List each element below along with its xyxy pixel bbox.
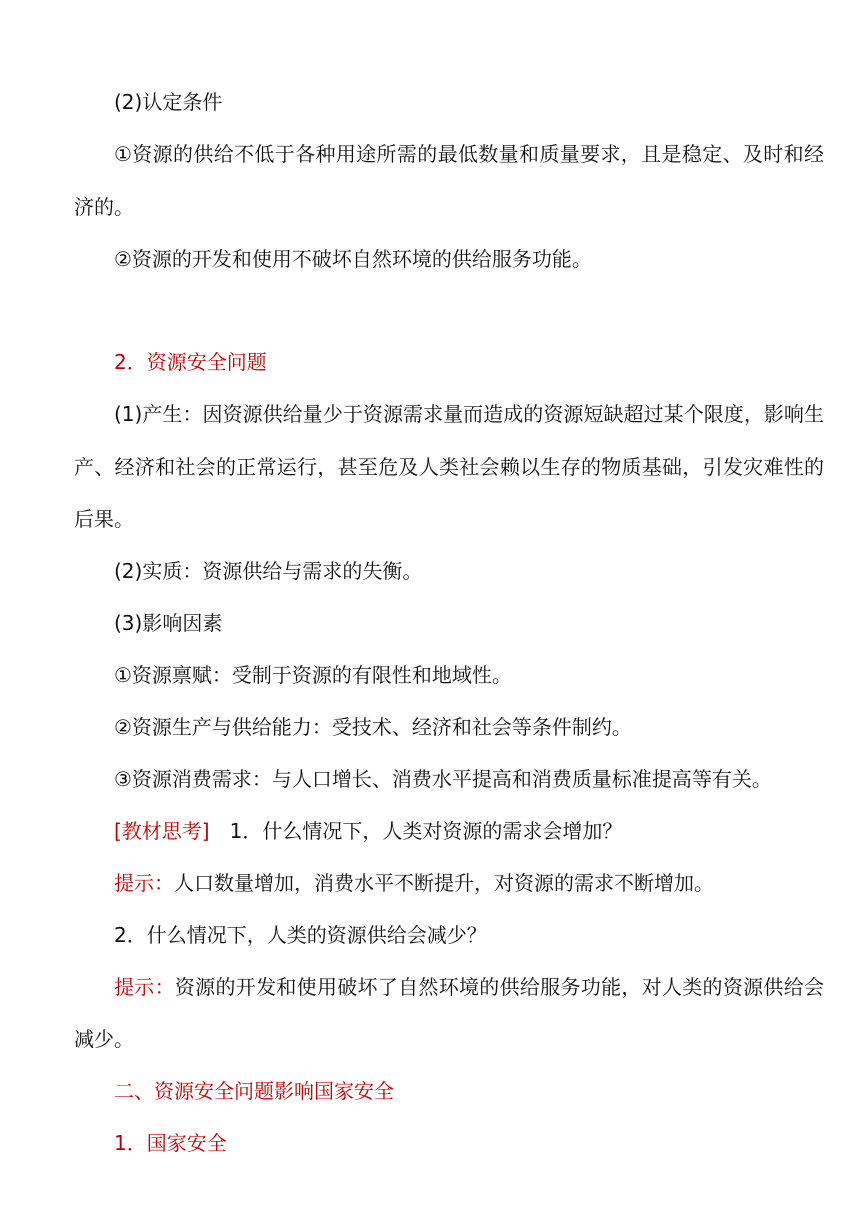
hint-label: 提示：: [114, 871, 174, 895]
hint-1: [114, 869, 824, 897]
paragraph-origin-line-2: 产、经济和社会的正常运行，甚至危及人类社会赖以生存的物质基础，引发灾难性的: [74, 455, 824, 479]
paragraph-factor-1: ①资源禀赋：受制于资源的有限性和地域性。: [114, 663, 512, 687]
paragraph-origin-line-3: 后果。: [74, 507, 134, 531]
paragraph-factor-3: ③资源消费需求：与人口增长、消费水平提高和消费质量标准提高等有关。: [114, 767, 772, 791]
section-heading-recognition-conditions: (2)认定条件: [114, 90, 223, 114]
paragraph-condition-1-line-2: 济的。: [74, 195, 134, 219]
paragraph-condition-2: ②资源的开发和使用不破坏自然环境的供给服务功能。: [114, 247, 592, 271]
paragraph-essence: (2)实质：资源供给与需求的失衡。: [114, 559, 423, 583]
section-heading-national-security-impact: 二、资源安全问题影响国家安全: [114, 1079, 394, 1103]
subsection-heading-national-security: 1．国家安全: [114, 1131, 227, 1155]
section-heading-resource-security-issues: 2．资源安全问题: [114, 350, 267, 374]
paragraph-condition-1-line-1: ①资源的供给不低于各种用途所需的最低数量和质量要求，且是稳定、及时和经: [114, 142, 824, 166]
hint-1-text: 人口数量增加，消费水平不断提升，对资源的需求不断增加。: [174, 871, 714, 895]
hint-2-line-1: [114, 973, 824, 1001]
textbook-thinking-tag: [教材思考]: [114, 819, 210, 843]
textbook-thinking-question-1: [114, 817, 824, 845]
hint-label: 提示：: [114, 975, 175, 999]
paragraph-factor-2: ②资源生产与供给能力：受技术、经济和社会等条件制约。: [114, 715, 632, 739]
question-1-text: 1．什么情况下，人类对资源的需求会增加？: [209, 819, 623, 843]
hint-2-line-2: 减少。: [74, 1027, 134, 1051]
hint-2-text-line-1: 资源的开发和使用破坏了自然环境的供给服务功能，对人类的资源供给会: [174, 975, 824, 999]
paragraph-factors-heading: (3)影响因素: [114, 611, 223, 635]
question-2: 2．什么情况下，人类的资源供给会减少？: [114, 923, 487, 947]
paragraph-origin-line-1: (1)产生：因资源供给量少于资源需求量而造成的资源短缺超过某个限度，影响生: [114, 402, 824, 426]
